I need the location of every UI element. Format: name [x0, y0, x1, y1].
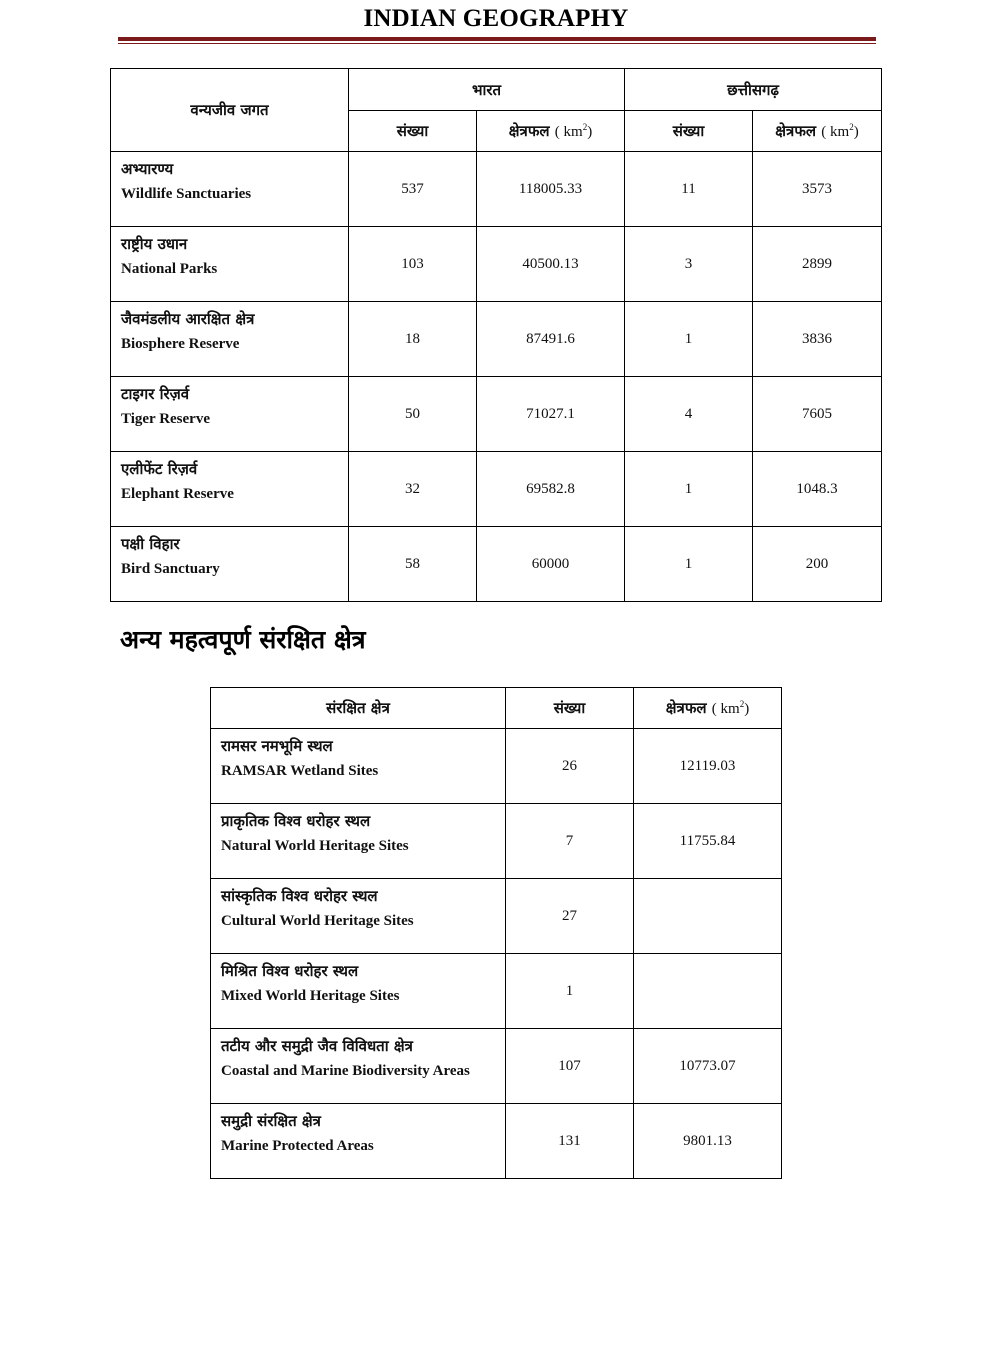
row-name-english: Elephant Reserve — [121, 486, 234, 502]
cg-area-header: क्षेत्रफल ( $km^2$) — [753, 111, 882, 152]
row-name-hindi: प्राकृतिक विश्व धरोहर स्थल — [221, 812, 371, 830]
row-name-english: Marine Protected Areas — [221, 1138, 374, 1154]
cg-area-cell: 7605 — [753, 377, 882, 452]
table-row — [211, 804, 782, 879]
row-name-english: Cultural World Heritage Sites — [221, 913, 414, 929]
row-name-english: Wildlife Sanctuaries — [121, 186, 252, 202]
page-header-title: INDIAN GEOGRAPHY — [363, 5, 629, 32]
area-cell — [634, 879, 782, 954]
count-cell: 131 — [506, 1104, 634, 1179]
table-row — [111, 527, 882, 602]
table-row — [111, 302, 882, 377]
chhattisgarh-group-header: छत्तीसगढ़ — [625, 69, 882, 111]
india-area-cell: 118005.33 — [477, 152, 625, 227]
header-rule-thin — [118, 43, 876, 44]
wildlife-table — [110, 68, 882, 602]
india-area-cell: 71027.1 — [477, 377, 625, 452]
table-row — [111, 452, 882, 527]
india-count-cell: 50 — [349, 377, 477, 452]
count-cell: 26 — [506, 729, 634, 804]
count-cell: 1 — [506, 954, 634, 1029]
cg-count-cell: 1 — [625, 527, 753, 602]
row-name-hindi: जैवमंडलीय आरक्षित क्षेत्र — [121, 310, 255, 328]
row-name-hindi: रामसर नमभूमि स्थल — [221, 737, 333, 755]
area-cell — [634, 954, 782, 1029]
india-count-cell: 537 — [349, 152, 477, 227]
india-count-cell: 103 — [349, 227, 477, 302]
cg-count-cell: 1 — [625, 452, 753, 527]
table-row — [211, 729, 782, 804]
count-cell: 7 — [506, 804, 634, 879]
table-row — [211, 879, 782, 954]
row-name-hindi: अभ्यारण्य — [121, 160, 174, 178]
area-header: क्षेत्रफल ( $km^2$) — [634, 688, 782, 729]
table-row — [211, 1104, 782, 1179]
row-name-hindi: पक्षी विहार — [121, 535, 180, 553]
cg-count-cell: 11 — [625, 152, 753, 227]
wildlife-corner-header: वन्यजीव जगत — [111, 69, 349, 152]
cg-count-cell: 3 — [625, 227, 753, 302]
india-area-cell: 87491.6 — [477, 302, 625, 377]
cg-count-header: संख्या — [625, 111, 753, 152]
area-cell: 10773.07 — [634, 1029, 782, 1104]
row-name-english: Biosphere Reserve — [121, 336, 240, 352]
row-name-hindi: समुद्री संरक्षित क्षेत्र — [221, 1112, 321, 1130]
area-cell: 12119.03 — [634, 729, 782, 804]
header-rule — [118, 37, 876, 41]
row-name-english: National Parks — [121, 261, 218, 277]
cg-area-cell: 3573 — [753, 152, 882, 227]
india-group-header: भारत — [349, 69, 625, 111]
india-area-cell: 69582.8 — [477, 452, 625, 527]
cg-area-cell: 200 — [753, 527, 882, 602]
area-cell: 11755.84 — [634, 804, 782, 879]
row-name-english: Tiger Reserve — [121, 411, 210, 427]
row-name-english: Bird Sanctuary — [121, 561, 220, 577]
table-row — [211, 954, 782, 1029]
cg-area-cell: 3836 — [753, 302, 882, 377]
india-count-cell: 58 — [349, 527, 477, 602]
row-name-hindi: तटीय और समुद्री जैव विविधता क्षेत्र — [221, 1037, 413, 1055]
india-count-cell: 32 — [349, 452, 477, 527]
cg-count-cell: 4 — [625, 377, 753, 452]
table-row — [211, 1029, 782, 1104]
table-row — [111, 152, 882, 227]
cg-count-cell: 1 — [625, 302, 753, 377]
protected-areas-table — [210, 687, 782, 1179]
india-area-cell: 40500.13 — [477, 227, 625, 302]
table-row — [111, 227, 882, 302]
india-count-cell: 18 — [349, 302, 477, 377]
row-name-english: Mixed World Heritage Sites — [221, 988, 400, 1004]
cg-area-cell: 2899 — [753, 227, 882, 302]
india-area-header: क्षेत्रफल ( $km^2$) — [477, 111, 625, 152]
india-count-header: संख्या — [349, 111, 477, 152]
row-name-hindi: राष्ट्रीय उधान — [121, 235, 188, 253]
row-name-hindi: टाइगर रिज़र्व — [121, 385, 190, 403]
row-name-hindi: एलीफेंट रिज़र्व — [121, 460, 198, 478]
india-area-cell: 60000 — [477, 527, 625, 602]
count-cell: 27 — [506, 879, 634, 954]
count-cell: 107 — [506, 1029, 634, 1104]
area-name-header: संरक्षित क्षेत्र — [211, 688, 506, 729]
table-row — [111, 377, 882, 452]
row-name-hindi: सांस्कृतिक विश्व धरोहर स्थल — [221, 887, 378, 905]
count-header: संख्या — [506, 688, 634, 729]
cg-area-cell: 1048.3 — [753, 452, 882, 527]
row-name-english: Natural World Heritage Sites — [221, 838, 409, 854]
section-title: अन्य महत्वपूर्ण संरक्षित क्षेत्र — [120, 625, 366, 654]
area-cell: 9801.13 — [634, 1104, 782, 1179]
row-name-english: RAMSAR Wetland Sites — [221, 763, 379, 779]
row-name-hindi: मिश्रित विश्व धरोहर स्थल — [221, 962, 359, 980]
row-name-english: Coastal and Marine Biodiversity Areas — [221, 1063, 470, 1079]
